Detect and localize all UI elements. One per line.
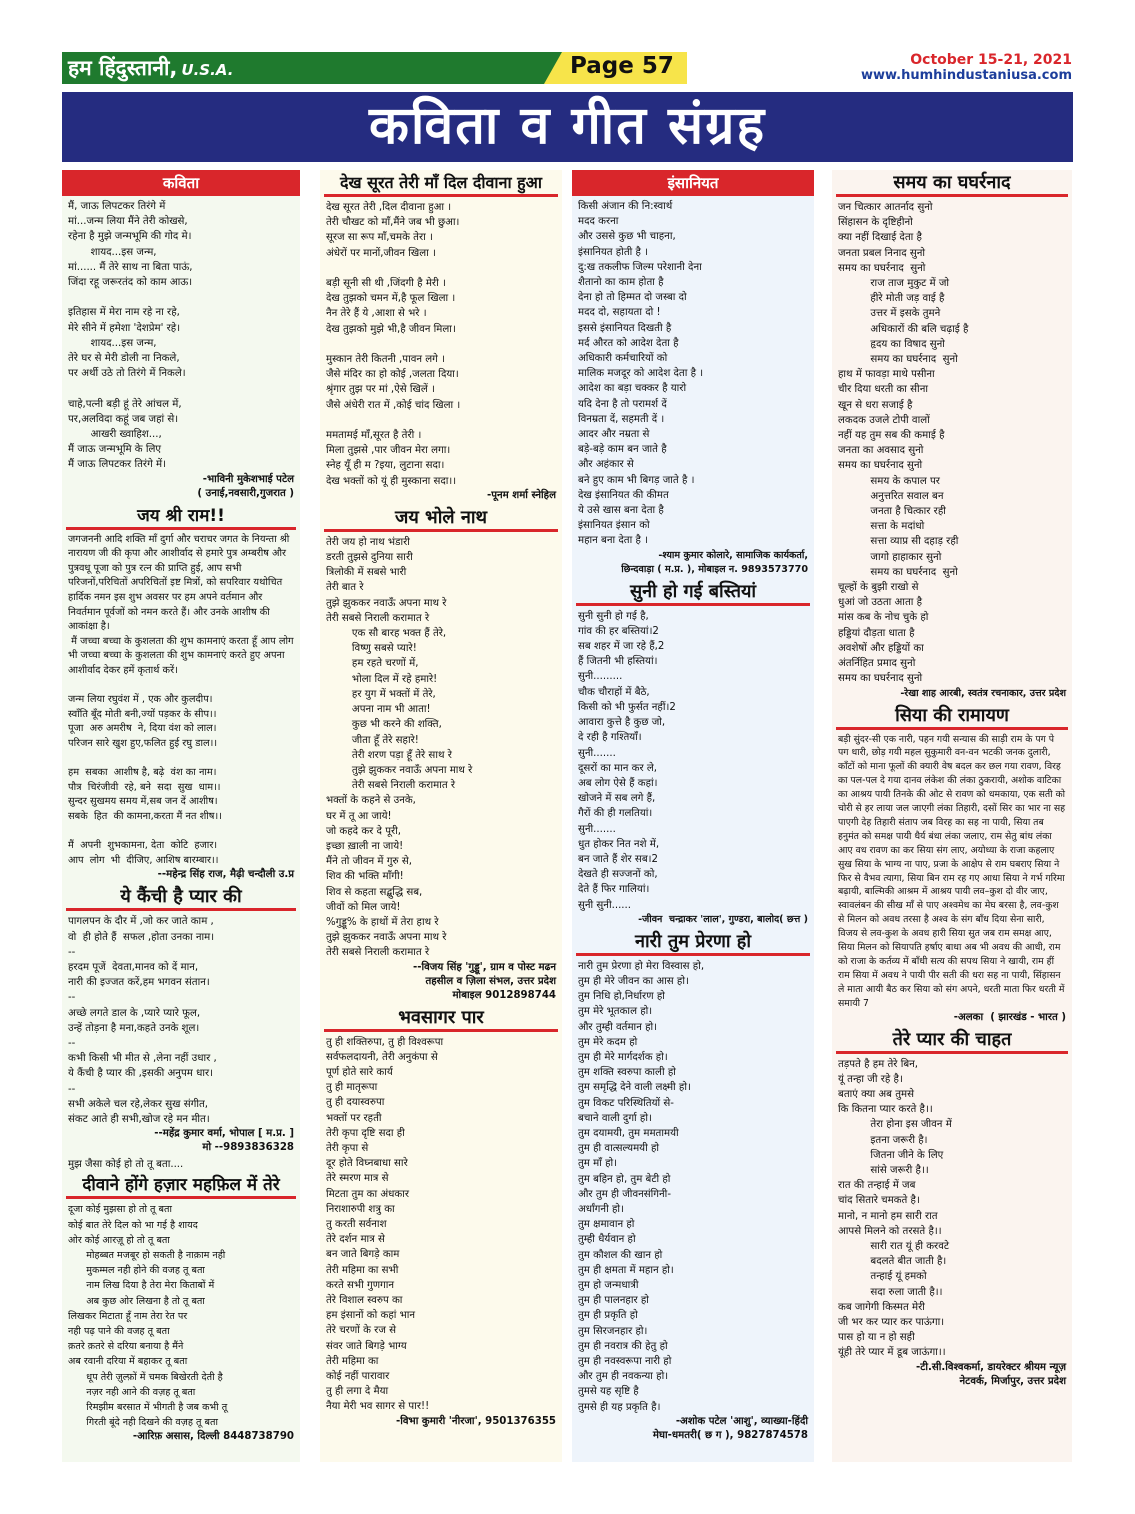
poem-title: देख सूरत तेरी माँ दिल दीवाना हुआ [324,172,558,197]
poem-author: --महेन्द्र सिंह राज, मैढ़ी चन्दौली उ.प्र [157,869,294,881]
poem-author: -रेखा शाह आरबी, स्वतंत्र रचनाकार, उत्तर प्रदेश [900,687,1066,699]
poem-author: --महेंद्र कुमार वर्मा, भोपाल [ म.प्र. ] मो --9893836328 [154,1128,294,1154]
column-2 [320,170,562,1462]
poem-author: -आरिफ़ असास, दिल्ली 8448738790 [132,1431,294,1443]
poem-body: नारी तुम प्रेरणा हो मेरा विस्वास हो, तुम ही मेरे जीवन का आस हो। तुम निधि हो,निर्धारण हो तुम मेरे भूतकाल हो। और तुम्ही वर्तमान हो। तुम मेरे कदम हो तुम ही मेरे मार्गदर्शक हो। तुम शक्ति स्वरुपा काली हो तुम समृद्धि देने वाली लक्ष्मी हो। तुम विकट परिस्थितियों से- बचाने वाली दुर्गा हो। तुम दयामयी, तुम ममतामयी तुम ही वात्सल्यमयी हो तुम माँ हो। तुम बहिन हो, तुम बेटी हो और तुम ही जीवनसंगिनी- अर्धांगनी हो। तुम क्षमावान हो तुम्ही धैर्यवान हो तुम कौशल की खान हो तुम ही क्षमता में महान हो। तुम हो जन्मधात्री तुम ही पालनहार हो तुम ही प्रकृति हो तुम सिरजनहार हो। तुम ही नवरात्र की हेतु हो तुम ही नवस्वरूपा नारी हो और तुम ही नवकन्या हो। तुमसे यह सृष्टि है तुमसे ही यह प्रकृति है। [578,960,705,1413]
poem-title: नारी तुम प्रेरणा हो [576,931,810,956]
column-1 [62,170,300,1462]
poem-author: -जीवन चन्द्राकर 'लाल', गुण्डरा, बालोद( छ्त्त ) [638,913,808,925]
masthead [62,52,687,84]
poem-body: तड़पते है हम तेरे बिन, यूं तन्हा जी रहे है। बताएं क्या अब तुमसे कि कितना प्यार करते है।। तेरा होना इस जीवन में इतना जरूरी है। जितना जीने के लिए सांसे जरूरी है।। रात की तन्हाई में जब चांद सितारे चमकते है। मानो, न मानो हम सारी रात आपसे मिलने को तरसते है।। सारी रात यूं ही करवटे बदलते बीत जाती है। तन्हाई यूं हमको सदा रुला जाती है।। कब जागेगी किस्मत मेरी जी भर कर प्यार कर पाऊंगा। पास हो या न हो सही यूंही तेरे प्यार में डूब जाऊंगा।। [838,1058,952,1359]
poem-author: -श्याम कुमार कोलारे, सामाजिक कार्यकर्ता, छिन्दवाड़ा ( म.प्र. ), मोबाइल न. 9893573770 [621,549,808,575]
poem-body: जन चित्कार आतर्नाद सुनो सिंहासन के दृष्टिहीनो क्या नहीं दिखाई देता है जनता प्रबल निनाद सुनो समय का घघर्रनाद सुनो राज ताज मुकुट में जो हीरे मोती जड़ वाई है उत्तर में इसके तुमने अधिकारों की बलि चढ़ाई है हृदय का विषाद सुनो समय का घघर्रनाद सुनो हाथ में फावड़ा माथे पसीना चीर दिया धरती का सीना खून से धरा सजाई है लकदक उजले टोपी वालों नहीं यह तुम सब की कमाई है जनता का अवसाद सुनो समय का घघर्रनाद सुनो समय के कपाल पर अनुत्तरित सवाल बन जनता है चित्कार रही सत्ता के मदांधो सत्ता व्याप्र सी दहाड़ रही जागो हाहाकार सुनो समय का घघर्रनाद सुनो चूल्हों के बुझी राखो से धुआं जो उठता आता है मांस कब के नोच चुके हो हड्डियां दौड़ता धाता है अवशेषों और हड्डियों का अंतर्निहित प्रमाद सुनो समय का घघर्रनाद सुनो [838,202,969,685]
poem-body: बड़ी सुंदर-सी एक नारी, पहन गयी सन्यास की साड़ी राम के पग पे पग धारी, छोड़ गयी महल सुकुमारी वन-वन भटकी जनक दुलारी, काँटों को माना फूलों की क्यारी वेष बदल कर छल गया रावण, विरह का पल-पल दे गया दानव लंकेश की लंका ठुकरायी, अशोक वाटिका का आश्रय पायी तिनके की ओट से रावण को धमकाया, एक सती को चोरी से हर लाया जल जाएगी लंका तिहारी, दसों सिर का भार ना सह पाएगी देह तिहारी संताप जब विरह का सह ना पायी, सिया तब हनुमंत को समक्ष पायी धैर्य बंधा लंका जलाए, राम सेतु बांध लंका आए वध रावण का कर सिया संग लाए, अयोध्या के राजा कहलाए सुख सिया के भाग्य ना पाए, प्रजा के आक्षेप से राम घबराए सिया ने फिर से वैभव त्यागा, सिया बिन राम रह गए आधा सिया ने गर्भ गरिमा बढ़ायी, बाल्मिकी आश्रम में आश्रय पायी लव–कुश दो वीर जाए, स्वावलंबन की सीख माँ से पाए अश्वमेध का मेघ बरसा है, लव-कुश से मिलन को अवध तरसा है अश्व के संग बाँध दिया सेना सारी, विजय से लव-कुश के अवध हारी सिया सुत जब राम समक्ष आए, सिया मिलन को सियापति हर्षाए बाधा अब भी अवध की आधी, राम को राजा के कर्तव्य में बाँधी सत्य की सपथ सिया ने खायी, राम हीं राम सिया में अवध ने पायी पीर सती की धरा सह ना पायी, सिंहासन ले माता आयी बैठ कर सिया को संग अपने, धरती माता फिर धरती में समायी 7 [838,733,1069,1009]
poem-author: -टी.सी.विश्वकर्मा, डायरेक्टर श्रीयम न्यूज़ नेटवर्क, मिर्जापुर, उत्तर प्रदेश [916,1361,1066,1387]
poem-title: जय भोले नाथ [324,507,558,532]
poem-author: --विजय सिंह 'गुड्डू', ग्राम व पोस्ट मढन तहसील व ज़िला संभल, उत्तर प्रदेश मोबाइल 9012898744 [413,961,556,1001]
poem-body: मैं, जाऊ लिपटकर तिरंगे में मां...जन्म लिया मैंने तेरी कोखसे, रहेना है मुझे जन्मभूमि की गोद मे। शायद...इस जन्म, मां...... मैं तेरे साथ ना बिता पाऊं, जिंदा रहू जरूरतंद को काम आऊ। इतिहास में मेरा नाम रहे ना रहे, मेरे सीने में हमेशा 'देशप्रेम' रहे। शायद...इस जन्म, तेरे घर से मेरी डोली ना निकले, पर अर्थी उठे तो तिरंगे में निकले। चाहे,पत्नी बड़ी हूं तेरे आंचल में, पर,अलविदा कहूं जब जहां से। आखरी ख्वाहिश..., मैं जाऊ जन्मभूमि के लिए मैं जाऊ लिपटकर तिरंगे में। [68,201,193,471]
poem-body: दूजा कोई मुझसा हो तो तू बता कोई बात तेरे दिल को भा गई है शायद ओर कोई आरज़ू हो तो तू बता मोहब्बत मजबूर हो सकती है नाक़ाम नही मुकम्मल नही होने की वजह तू बता नाम लिख दिया है तेरा मेरा किताबों में अब कुछ ओर लिखना है तो तू बता लिखकर मिटाता हूँ नाम तेरा रेत पर नही पढ़ पाने की वजह तू बता क़तरे क़तरे से दरिया बनाया है मैंने अब रवानी दरिया में बहाकर तू बता धूप तेरी ज़ुल्फ़ों में चमक बिखेरती देती है नज़र नही आने की वज़ह तू बता रिमझीम बरसात में भीगती है जब कभी तू गिरती बूंदे नही दिखने की वज़ह तू बता [68,1204,228,1429]
banner-title: कविता व गीत संग्रह [368,96,767,156]
poem-title: सिया की रामायण [836,705,1068,730]
poem-author: -भाविनी मुकेशभाई पटेल ( उनाई,नवसारी,गुजरात ) [197,473,294,499]
poem-title: समय का घघर्रनाद [836,172,1068,197]
poem-title: तेरे प्यार की चाहत [836,1029,1068,1054]
poem-title: जय श्री राम!! [66,505,296,530]
poem-title: ये कैंची है प्यार की [66,886,296,911]
brand-suffix: U.S.A. [181,61,234,79]
poem-body: जगजननी आदि शक्ति माँ दुर्गा और चराचर जगत के नियन्ता श्री नारायण जी की कृपा और आशीर्वाद से हमारे पुत्र अम्बरीष और पुत्रवधू पूजा को पुत्र रत्न की प्राप्ति हुई, आप सभी परिजनों,परिचितों अपरिचितों इष्ट मित्रों, को सपरिवार यथोचित हार्दिक नमन इस शुभ अवसर पर हम अपने वर्तमान और निवर्तमान पूर्वजों को नमन करते हैं। और उनके आशीष की आकांक्षा है। मैं जच्चा बच्चा के कुशलता की शुभ कामनाएं करता हूँ आप लोग भी जच्चा बच्चा के कुशलता की शुभ कामनाएं करते हुए अपना आशीर्वाद देकर हमें कृतार्थ करें। जन्म लिया रघुवंश में , एक और कुलदीप। स्वाँति बूँद मोती बनी,ज्यों पड़कर के सीप।। पूजा अरु अमरीष ने, दिया वंश को लाल। परिजन सारे खुश हुए,फलित हुई रघु डाल।। हम सबका आशीष है, बढ़े वंश का नाम। पौत्र चिरंजीवी रहे, बने सदा सुख धाम।। सुन्दर सुखमय समय में,सब जन दें आशीष। सबके हित की कामना,करता मैं नत शीष।। मैं अपनी शुभकामना, देता कोटि हजार। आप लोग भी दीजिए, आशिष बारम्बार।। [68,533,294,866]
poem-author: -पूनम शर्मा स्नेहिल [486,489,556,501]
poem-title: कविता [62,170,300,196]
poem-title: दीवाने होंगे हज़ार महफ़िल में तेरे [66,1174,296,1199]
brand-text: हम हिंदुस्तानी, [68,56,178,80]
issue-date: October 15-21, 2021 [910,52,1072,68]
website-link[interactable]: www.humhindustaniusa.com [860,68,1072,83]
section-banner [62,92,1073,162]
poem-body: तेरी जय हो नाथ भंडारी डरती तुझसे दुनिया सारी त्रिलोकी में सबसे भारी तेरी बात रे तुझे झुककर नवाऊँ अपना माथ रे तेरी सबसे निराली करामात रे एक सौ बारह भक्त हैं तेरे, विष्णु सबसे प्यारे! हम रहते चरणों में, भोला दिल में रहे हमारे! हर युग में भक्तों में तेरे, अपना नाम भी आता! कुछ भी करने की शक्ति, जीता हूँ तेरे सहारे! तेरी शरण पड़ा हूँ तेरे साथ रे तुझे झुककर नवाऊँ अपना माथ रे तेरी सबसे निराली करामात रे भक्तों के कहने से उनके, घर में तू आ जाये! जो कहदे कर दे पूरी, इच्छा ख़ाली ना जाये! मैंने तो जीवन में गुरु से, शिव की भक्ति माँगी! शिव से कहता सद्बुद्धि सब, जीवों को मिल जाये! %गुड्डू% के हाथों में तेरा हाथ रे तुझे झुककर नवाऊँ अपना माथ रे तेरी सबसे निराली करामात रे [326,536,473,959]
poem-author: -विभा कुमारी 'नीरजा', 9501376355 [396,1415,556,1427]
poem-body: किसी अंजान की नि:स्वार्थ मदद करना और उससे कुछ भी चाहना, इंसानियत होती है । दु:ख तकलीफ जिल्म परेशानी देना शैतानो का काम होता है देना हो तो हिम्मत दो जस्बा दो मदद दो, सहायता दो ! इससे इंसानियत दिखती है मर्द औरत को आदेश देता है अधिकारी कर्मचारियों को मालिक मजदूर को आदेश देता है । आदेश का बड़ा चक्कर है यारो यदि देना है तो परामर्श दें विनम्रता दें, सहमती दें । आदर और नम्रता से बड़े-बड़े काम बन जाते है और अहंकार से बने हुए काम भी बिगड़ जाते है । देख इंसानियत की कीमत ये उसे खास बना देता है इंसानियत इंसान को महान बना देता है । [578,201,704,547]
poem-title: इंसानियत [572,170,814,196]
poem-title: सुनी हो गई बस्तियां [576,581,810,606]
poem-body: तु ही शक्तिरुपा, तु ही विश्वरूपा सर्वफलदायनी, तेरी अनुकंपा से पूर्ण होते सारे कार्य तु ही मातृरूपा तु ही दयास्वरुपा भक्तों पर रहती तेरी कृपा दृष्टि सदा ही तेरी कृपा से दूर होते विघ्नबाधा सारे तेरे स्मरण मात्र से मिटता तुम का अंधकार निराशारुपी शत्रु का तु करती सर्वनाश तेरे दर्शन मात्र से बन जाते बिगड़े काम तेरी महिमा का सभी करते सभी गुणगान तेरे विशाल स्वरुप का हम इंसानों को कहां भान तेरे चरणों के रज से संवर जाते बिगड़े भाग्य तेरी महिमा का कोई नहीं पारावार तु ही लगा दे मैया नैया मेरी भव सागर से पार!! [326,1036,444,1413]
poem-lead-line: मुझ जैसा कोई हो तो तू बता.... [68,1159,184,1171]
column-4 [832,170,1072,1462]
page-number: Page 57 [570,53,674,79]
poem-author: -अलका ( झारखंड - भारत ) [953,1011,1066,1023]
poem-body: सुनी सुनी हो गई है, गांव की हर बस्तियां।2 सब शहर में जा रहे हैं,2 हैं जितनी भी हस्तियां। सुनी......... चौक चौराहों में बैठे, किसी को भी फुर्सत नहीं।2 आवारा कुत्ते है कुछ जो, दे रही है गश्तियाँ। सुनी....... दूसरों का मान कर ले, अब लोग ऐसे हैं कहां। खोजने में सब लगे हैं, गैरों की ही गलतियां। सुनी....... धुत होकर नित नशे में, बन जाते हैं शेर सब।2 देखते ही सज्जनों को, देते हैं फिर गालियां। सुनी सुनी...... [578,610,676,911]
column-3 [572,170,814,1462]
poem-body: देख सूरत तेरी ,दिल दीवाना हुआ । तेरी चौखट को माँ,मैंने जब भी छुआ। सूरज सा रूप माँ,चमके तेरा । अंधेरों पर मानों,जीवन खिला । बड़ी सूनी सी थी ,जिंदगी है मेरी । देख तुझको चमन में,है फूल खिला । नैन तेरे हैं ये ,आशा से भरे । देख तुझको मुझे भी,है जीवन मिला। मुस्कान तेरी कितनी ,पावन लगे । जैसे मंदिर का हो कोई ,जलता दिया। श्रृंगार तुझ पर मां ,ऐसे खिलें । जैसे अंधेरी रात में ,कोई चांद खिला । ममतामई माँ,सूरत है तेरी । मिला तुझसे ,पार जीवन मेरा लगा। स्नेह यूँ ही म ?इया, लुटाना सदा। देख भक्तों को यूं ही मुस्काना सदा।। [326,202,461,487]
poem-body: पागलपन के दौर में ,जो कर जाते काम , वो ही होते हैं सफल ,होता उनका नाम। -- हरदम पूजें देवता,मानव को दें मान, नारी की इज्जत करें,हम भगवन संतान। -- अच्छे लगते डाल के ,प्यारे प्यारे फूल, उन्हें तोड़ना है मना,कहते उनके शूल। -- कभी किसी भी मीत से ,लेना नहीं उधार , ये कैंची है प्यार की ,इसकी अनुपम धार। -- सभी अकेले चल रहे,लेकर सुख संगीत, संकट आते ही सभी,खोज रहे मन मीत। [68,916,217,1125]
brand-name [68,54,233,82]
poem-author: -अशोक पटेल 'आशु', व्याख्या-हिंदी मेघा-धमतरी( छ ग ), 9827874578 [652,1415,808,1441]
poem-title: भवसागर पार [324,1007,558,1032]
